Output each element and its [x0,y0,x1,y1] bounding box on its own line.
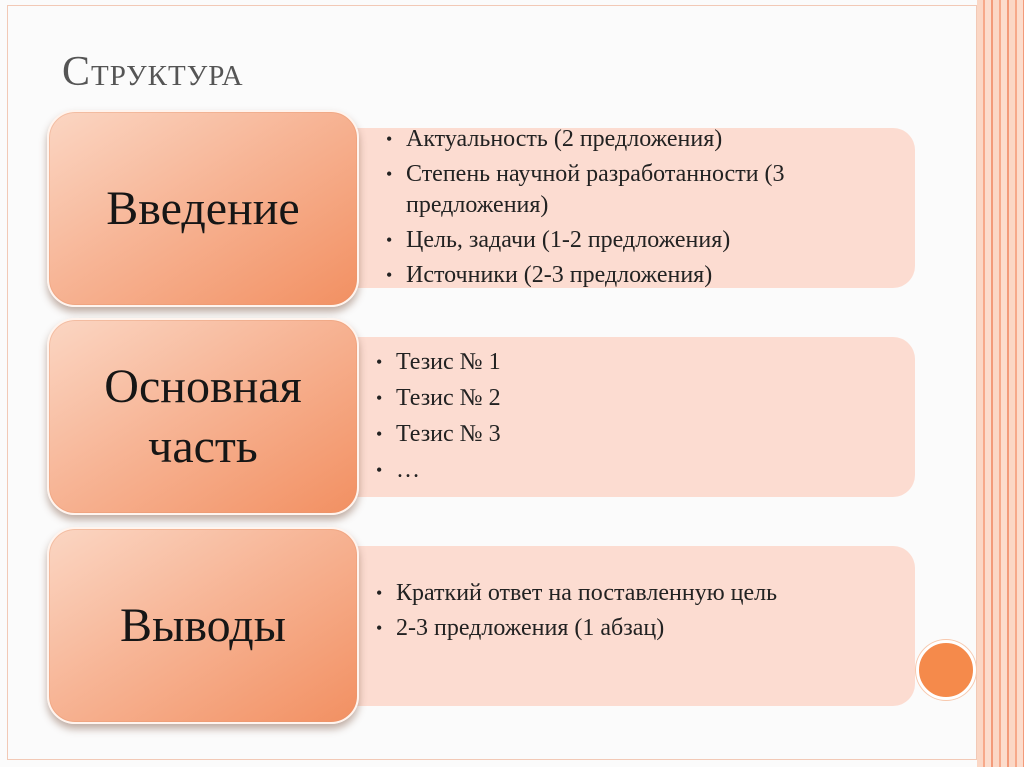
decorative-stripes [977,0,1024,767]
bullet-list-main [372,346,892,490]
section-label-conclusion: Выводы [120,598,286,652]
bullet-list-intro [382,124,902,295]
list-item: • Степень научной разработанности (3 предложения) [382,159,902,221]
section-box-conclusion [47,527,359,724]
list-item: • Источники (2-3 предложения) [382,260,902,291]
accent-circle [916,640,976,700]
list-item: • Тезис № 3 [372,418,892,450]
list-item: • … [372,454,892,486]
list-item: • Цель, задачи (1-2 предложения) [382,225,902,256]
section-label-main: Основная часть [104,359,302,473]
section-box-intro [47,110,359,307]
list-item: • Тезис № 2 [372,382,892,414]
list-item: • Краткий ответ на поставленную цель [372,578,872,609]
list-item: • 2-3 предложения (1 абзац) [372,613,872,644]
slide-title: Структура [62,49,244,95]
list-item: • Актуальность (2 предложения) [382,124,902,155]
list-item: • Тезис № 1 [372,346,892,378]
section-box-main [47,318,359,515]
bullet-list-conclusion [372,578,872,648]
section-label-intro: Введение [106,181,300,235]
